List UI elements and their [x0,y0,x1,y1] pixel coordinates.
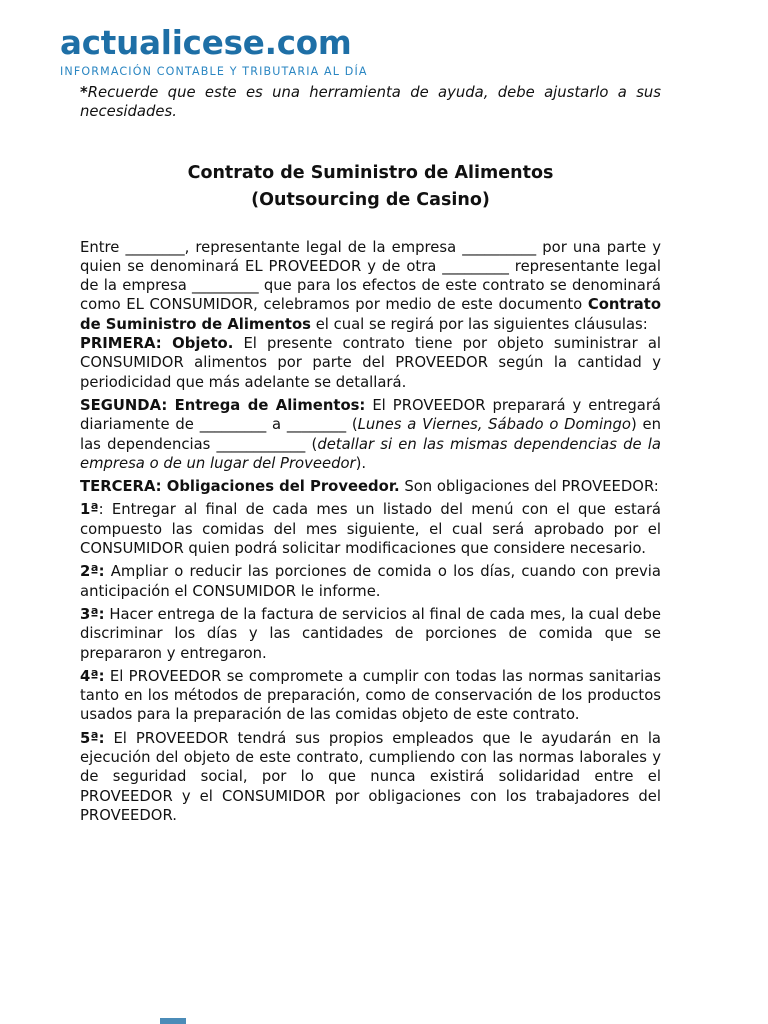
clause-segunda-heading: SEGUNDA: Entrega de Alimentos: [80,396,366,414]
clause-primera-text: El presente contrato tiene por objeto suministrar al CONSUMIDOR alimentos por parte del PROVEEDOR según la cantidad y periodicidad que más adelante se detallará. [80,335,661,391]
clause-segunda-italic-1: Lunes a Viernes, Sábado o Domingo [357,416,631,434]
obligation-number: 1ª [80,501,99,519]
obligation-text: : Entregar al final de cada mes un listado del menú con el que estará compuesto las comidas del mes siguiente, el cual será aprobado por el CONSUMIDOR quien podrá solicitar modificaciones que considere necesario. [80,501,661,558]
notice-text: Recuerde que este es una herramienta de ayuda, debe ajustarlo a sus necesidades. [80,84,661,121]
next-page-brand-mark [160,1018,186,1024]
intro-bold: Contrato de Suministro de Alimentos [80,296,661,333]
intro-paragraph [80,238,661,334]
clause-tercera-text: Son obligaciones del PROVEEDOR: [399,478,659,496]
clause-tercera [80,477,661,496]
obligation-number: 2ª: [80,563,105,581]
notice-star: * [80,84,88,101]
obligation-item [80,605,661,663]
title-line-2: (Outsourcing de Casino) [251,189,490,210]
clause-segunda [80,396,661,473]
clause-primera [80,334,661,392]
intro-text-before: Entre ________, representante legal de la empresa __________ por una parte y quien se denominará EL PROVEEDOR y de otra _________ representante legal de la empresa _________ que para los efectos de este contrato se denominará como EL CONSUMIDOR, celebramos por medio de este documento [80,238,661,314]
clause-segunda-text-2: ) en las dependencias ____________ ( [80,416,661,453]
obligation-item [80,667,661,725]
obligation-number: 5ª: [80,729,105,747]
obligation-number: 3ª: [80,605,105,623]
clause-segunda-italic-2: detallar si en las mismas dependencias de la empresa o de un lugar del Proveedor [80,435,661,472]
document-title [80,160,661,214]
obligation-item [80,500,661,558]
document-body [80,83,661,829]
obligation-text: El PROVEEDOR se compromete a cumplir con todas las normas sanitarias tanto en los métodos de preparación, como de conservación de los productos usados para la preparación de las comidas objeto de este contrato. [80,667,661,724]
title-line-1: Contrato de Suministro de Alimentos [187,162,554,183]
brand-logo-text: actualicese.com [60,24,352,62]
brand-header [60,26,368,78]
obligation-text: Ampliar o reducir las porciones de comida o los días, cuando con previa anticipación el CONSUMIDOR le informe. [80,563,661,600]
obligation-item [80,562,661,601]
obligation-text: El PROVEEDOR tendrá sus propios empleados que le ayudarán en la ejecución del objeto de este contrato, cumpliendo con las normas laborales y de seguridad social, por lo que nunca existirá solidaridad entre el PROVEEDOR y el CONSUMIDOR por obligaciones con los trabajadores del PROVEEDOR. [80,729,661,824]
obligation-item [80,729,661,825]
clause-segunda-text-3: ). [355,454,367,472]
intro-text-after: el cual se regirá por las siguientes cláusulas: [310,315,648,333]
clause-segunda-text-1: El PROVEEDOR preparará y entregará diariamente de _________ a ________ ( [80,396,661,434]
brand-tagline: INFORMACIÓN CONTABLE Y TRIBUTARIA AL DÍA [60,65,368,78]
clause-primera-heading: PRIMERA: Objeto. [80,335,234,353]
obligation-number: 4ª: [80,667,105,685]
help-notice [80,83,661,122]
obligation-text: Hacer entrega de la factura de servicios al final de cada mes, la cual debe discriminar los días y las cantidades de porciones de comida que se prepararon y entregaron. [80,605,661,662]
clause-tercera-heading: TERCERA: Obligaciones del Proveedor. [80,478,400,496]
